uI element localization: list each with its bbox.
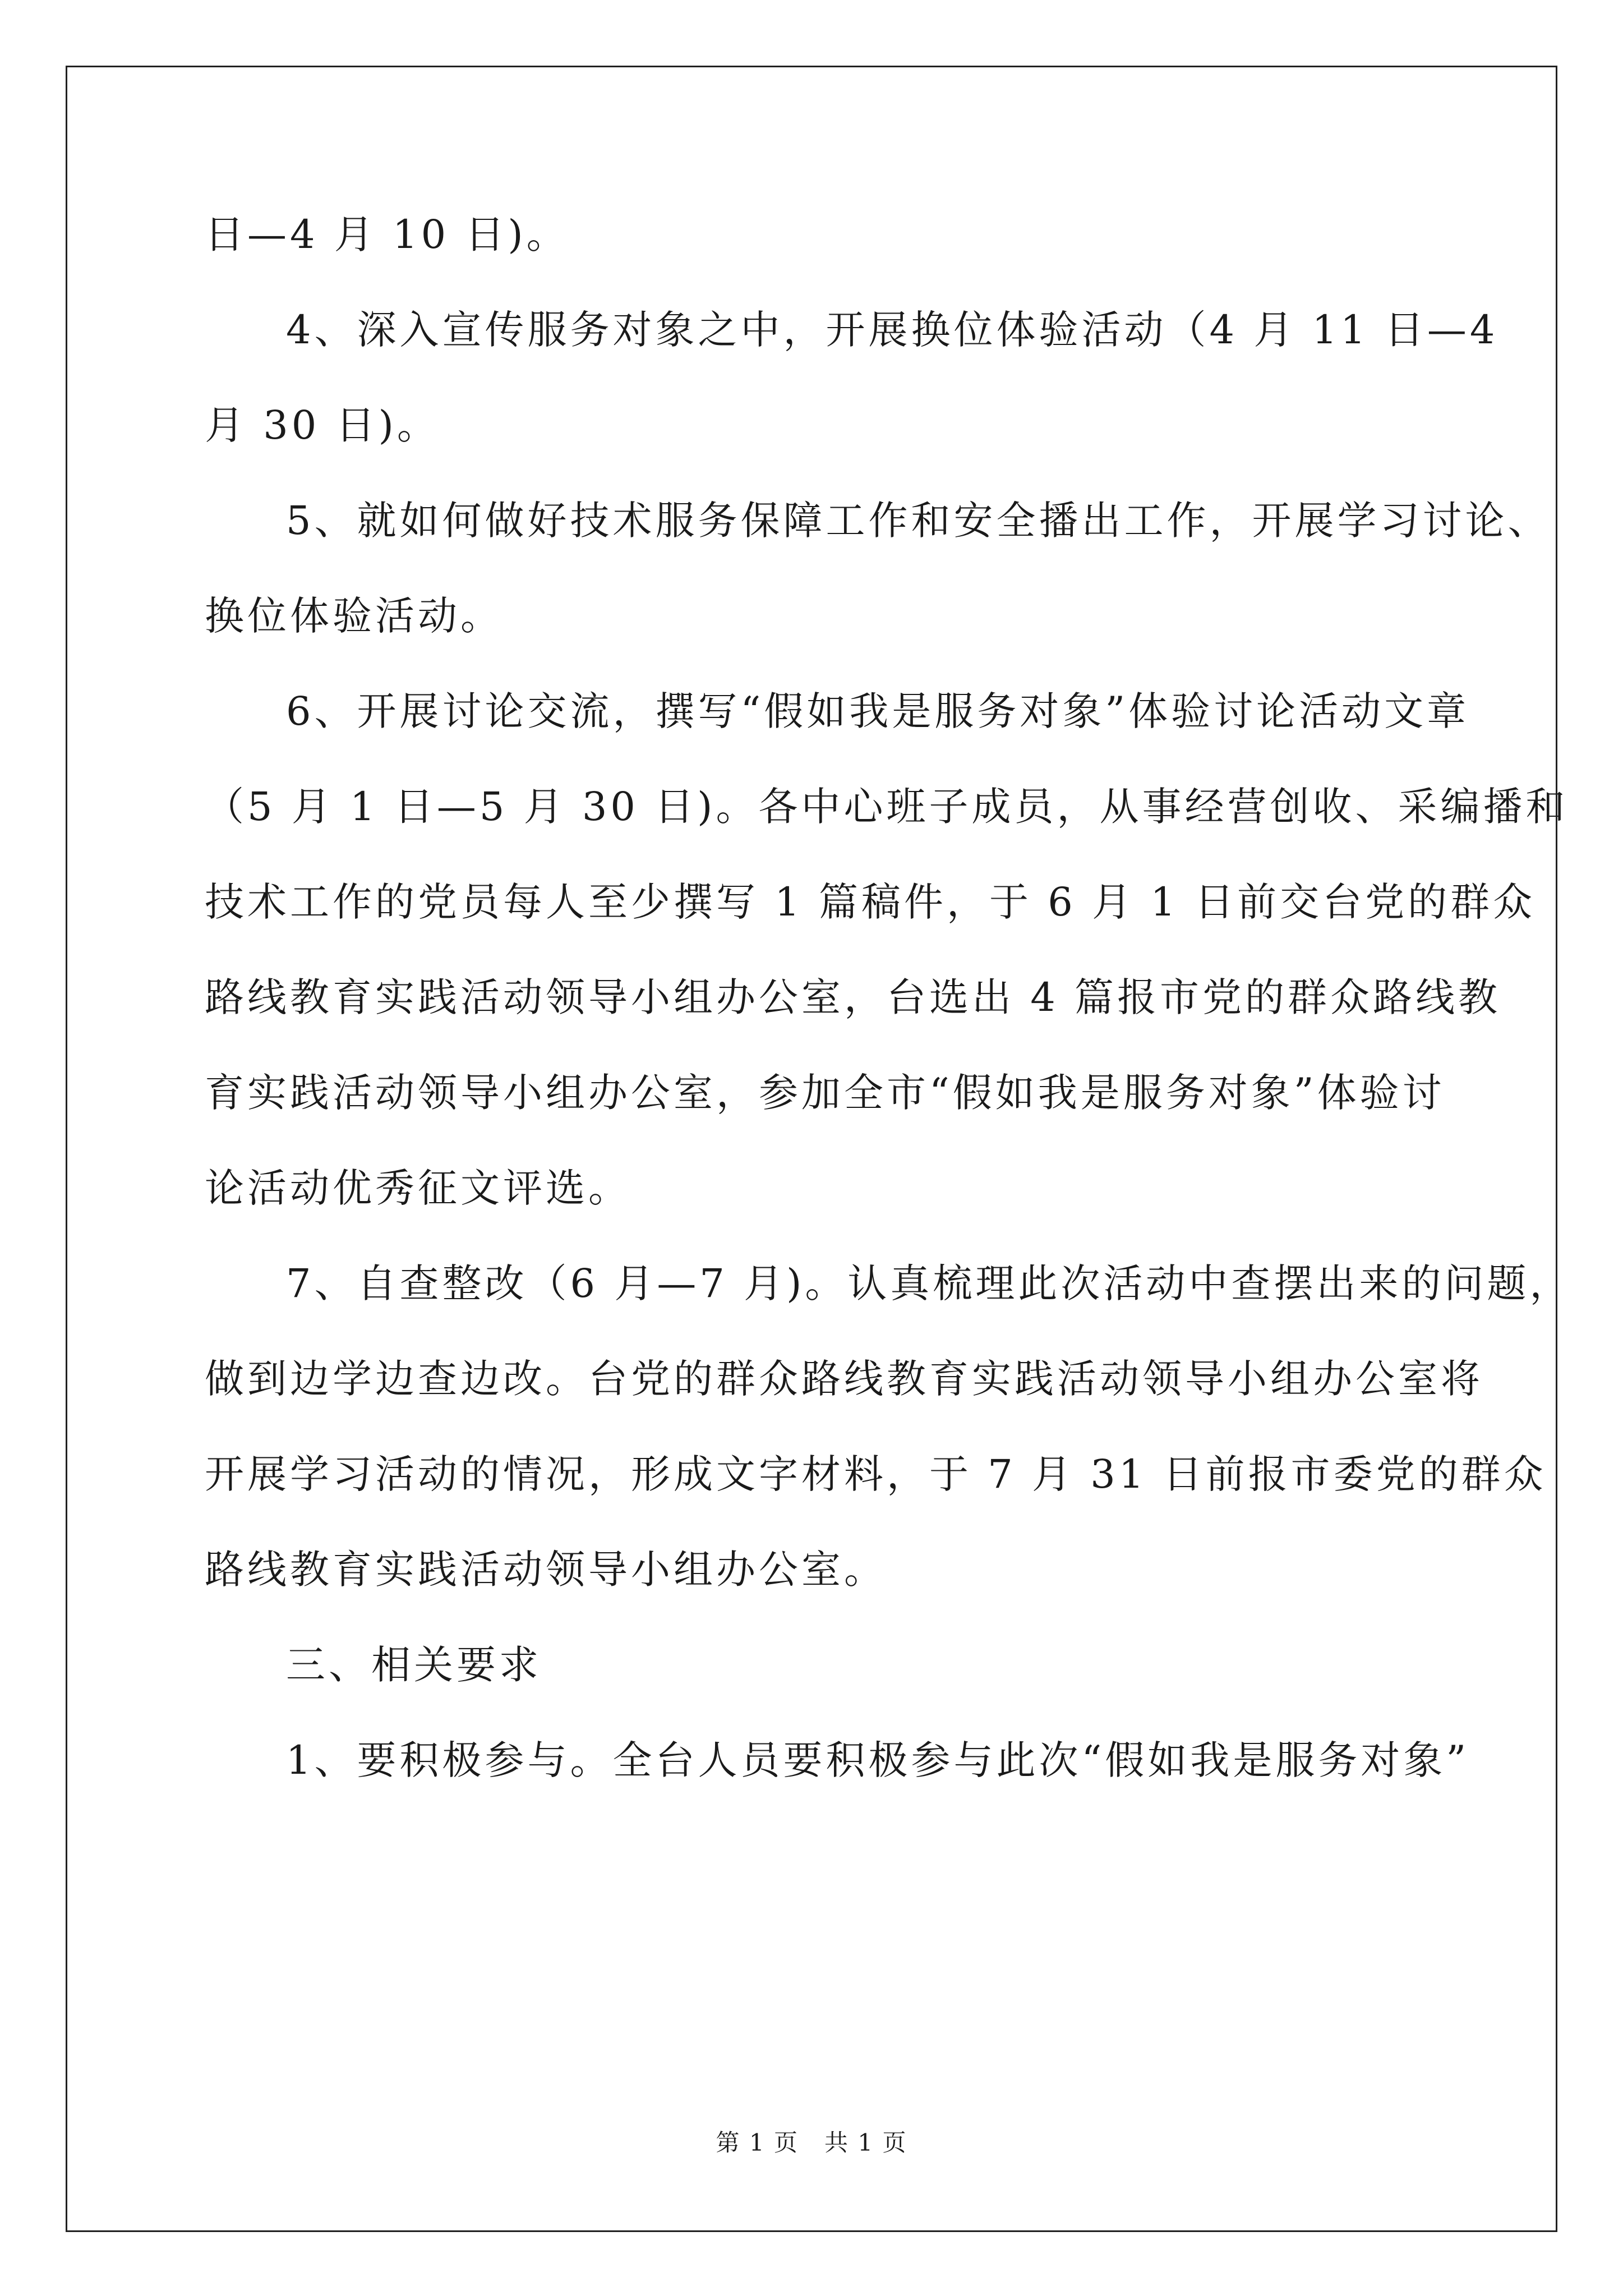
text-line: 5、就如何做好技术服务保障工作和安全播出工作，开展学习讨论、 bbox=[286, 498, 1551, 544]
text-line: 育实践活动领导小组办公室，参加全市“假如我是服务对象”体验讨 bbox=[205, 1070, 1445, 1116]
text-line: 6、开展讨论交流，撰写“假如我是服务对象”体验讨论活动文章 bbox=[286, 688, 1470, 734]
text-line: 1、要积极参与。全台人员要积极参与此次“假如我是服务对象” bbox=[286, 1737, 1470, 1783]
section-heading: 三、相关要求 bbox=[286, 1642, 542, 1688]
text-line: 月 30 日)。 bbox=[205, 402, 440, 448]
text-line: 做到边学边查边改。台党的群众路线教育实践活动领导小组办公室将 bbox=[205, 1356, 1483, 1402]
text-line: 开展学习活动的情况，形成文字材料，于 7 月 31 日前报市委党的群众 bbox=[205, 1451, 1547, 1497]
text-line: 日—4 月 10 日)。 bbox=[205, 211, 569, 257]
text-line: 技术工作的党员每人至少撰写 1 篇稿件，于 6 月 1 日前交台党的群众 bbox=[205, 879, 1536, 925]
text-line: （5 月 1 日—5 月 30 日)。各中心班子成员，从事经营创收、采编播和 bbox=[205, 784, 1569, 830]
text-line: 路线教育实践活动领导小组办公室。 bbox=[205, 1547, 887, 1593]
text-line: 换位体验活动。 bbox=[205, 593, 503, 639]
text-line: 论活动优秀征文评选。 bbox=[205, 1165, 631, 1211]
text-line: 路线教育实践活动领导小组办公室，台选出 4 篇报市党的群众路线教 bbox=[205, 974, 1501, 1020]
page-footer: 第 1 页 共 1 页 bbox=[716, 2129, 907, 2156]
page-border bbox=[66, 66, 1557, 2232]
text-line: 4、深入宣传服务对象之中，开展换位体验活动（4 月 11 日—4 bbox=[286, 307, 1498, 353]
text-line: 7、自查整改（6 月—7 月)。认真梳理此次活动中查摆出来的问题， bbox=[286, 1260, 1573, 1306]
